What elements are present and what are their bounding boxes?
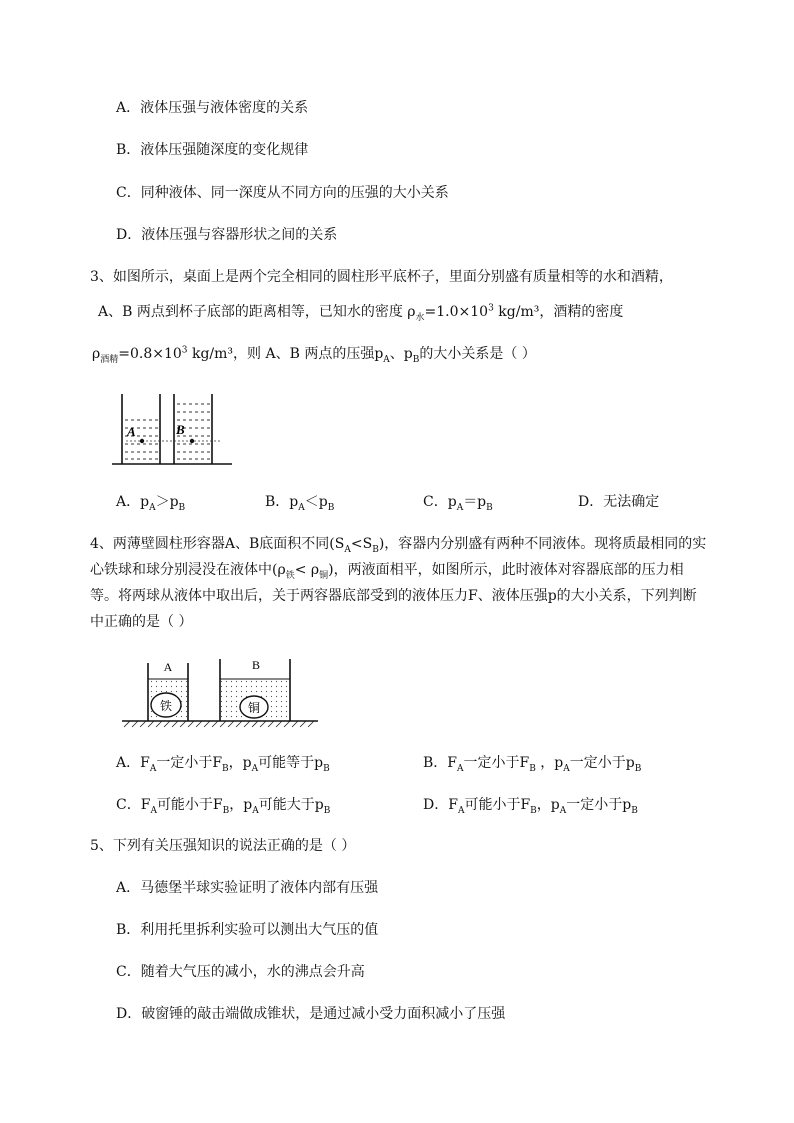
point-b bbox=[190, 439, 194, 443]
q5-option-c: C．随着大气压的减小，水的沸点会升高 bbox=[116, 964, 365, 980]
q5-option-d: D．破窗锤的敲击端做成锥状，是通过减小受力面积减小了压强 bbox=[116, 1006, 506, 1022]
q4-option-a: A．$F_A$一定小于$F_B$，$p_A$可能等于$p_B$ bbox=[116, 755, 330, 774]
q5-stem: 5、下列有关压强知识的说法正确的是（ ） bbox=[90, 838, 356, 854]
q4-stem-line2: 心铁球和球分别浸没在液体中$(\rho_铁< \rho_铜)$，两液面相平，如图所示，此时液体对容器底部的压力相 bbox=[90, 562, 684, 581]
q2-option-a: A．液体压强与液体密度的关系 bbox=[116, 100, 309, 116]
q4-stem-line1: 4、两薄壁圆柱形容器A、B底面积不同$(S_A<S_B)$，容器内分别盛有两种不同液体。现将质最相同的实 bbox=[90, 536, 707, 555]
q5-option-b: B．利用托里拆利实验可以测出大气压的值 bbox=[116, 922, 379, 938]
q3-stem-line3: $\rho_{酒精}=0.8\times 10^3$ kg/m³，则 A、B 两点的压强$p_A$、$p_B$的大小关系是（ ） bbox=[92, 345, 536, 365]
q3-option-a: A．$p_A>p_B$ bbox=[116, 494, 186, 513]
iron-ball-label: 铁 bbox=[159, 699, 173, 713]
copper-ball-label: 铜 bbox=[247, 701, 261, 715]
point-a bbox=[140, 439, 144, 443]
container-b-label: B bbox=[251, 658, 261, 672]
q4-stem-line4: 中正确的是（ ） bbox=[90, 614, 193, 630]
q5-option-a: A．马德堡半球实验证明了液体内部有压强 bbox=[116, 880, 379, 896]
q4-option-b: B．$F_A$一定小于$F_B$ ，$p_A$一定小于$p_B$ bbox=[423, 755, 642, 774]
q3-option-d: D．无法确定 bbox=[578, 494, 660, 510]
q3-option-c: C．$p_A=p_B$ bbox=[423, 494, 493, 513]
q2-option-d: D．液体压强与容器形状之间的关系 bbox=[116, 227, 338, 243]
q4-option-c: C．$F_A$可能小于$F_B$，$p_A$可能大于$p_B$ bbox=[116, 797, 331, 816]
q3-option-b: B．$p_A<p_B$ bbox=[265, 494, 335, 513]
q4-option-d: D．$F_A$可能小于$F_B$，$p_A$一定小于$p_B$ bbox=[423, 797, 638, 816]
q4-containers-figure bbox=[120, 655, 322, 733]
q2-option-b: B．液体压强随深度的变化规律 bbox=[116, 142, 309, 158]
label-a: A bbox=[127, 424, 136, 439]
q3-cups-figure bbox=[112, 390, 236, 470]
q3-stem-line2: A、B 两点到杯子底部的距离相等，已知水的密度 $\rho_水=1.0\times 10^3$ kg/m³，酒精的密度 bbox=[98, 303, 624, 323]
label-b: B bbox=[176, 422, 185, 437]
q2-option-c: C．同种液体、同一深度从不同方向的压强的大小关系 bbox=[116, 185, 449, 201]
container-a-label: A bbox=[163, 660, 173, 674]
q4-stem-line3: 等。将两球从液体中取出后，关于两容器底部受到的液体压力F、液体压强p的大小关系，下列判断 bbox=[90, 588, 697, 604]
q3-stem-line1: 3、如图所示，桌面上是两个完全相同的圆柱形平底杯子，里面分别盛有质量相等的水和酒精， bbox=[90, 269, 673, 285]
